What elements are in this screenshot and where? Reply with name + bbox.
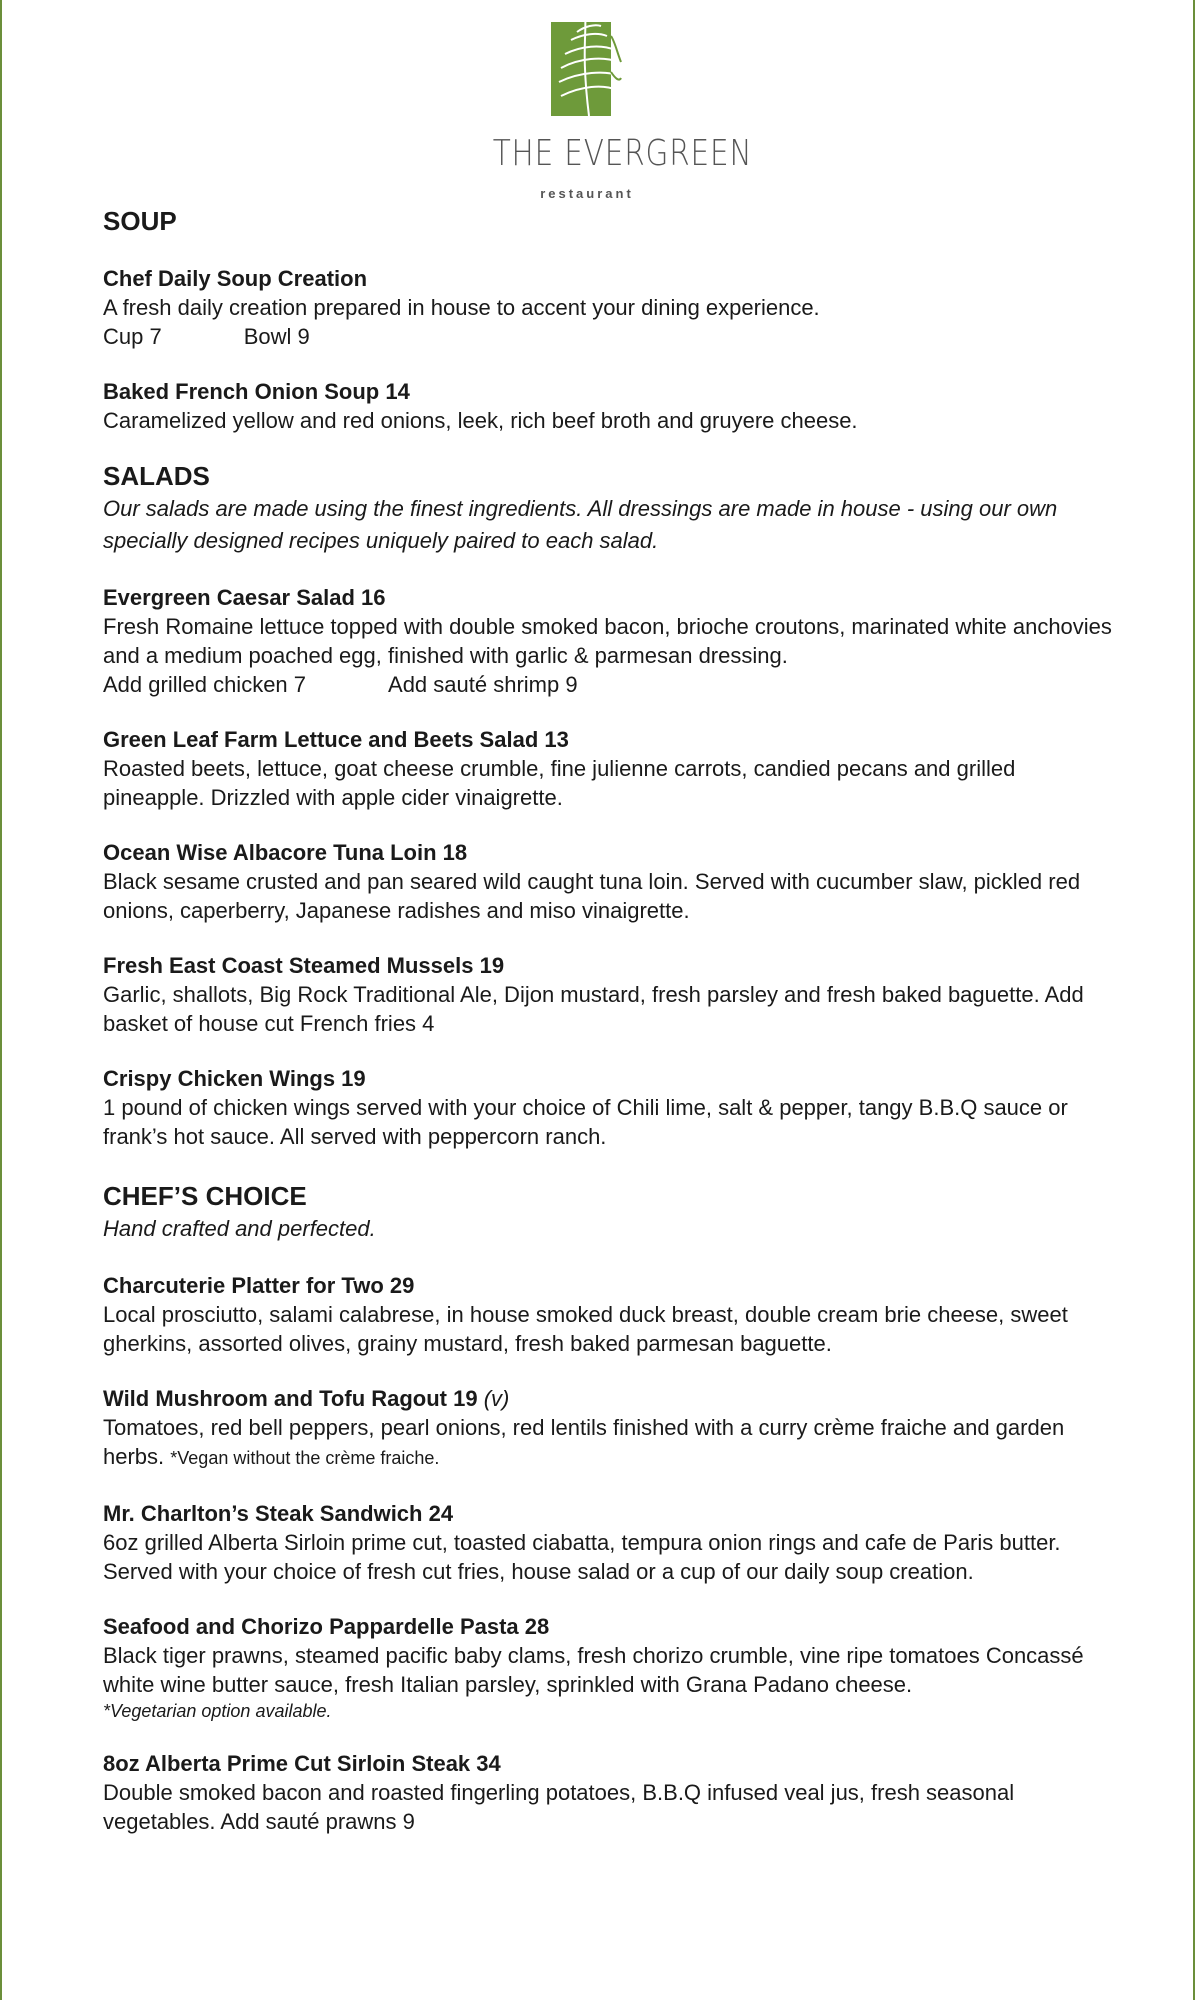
item-note: *Vegetarian option available.: [103, 1701, 332, 1721]
item-name: Evergreen Caesar Salad 16: [103, 585, 386, 610]
section-salads: [103, 459, 1113, 1151]
item-name: Chef Daily Soup Creation: [103, 266, 368, 291]
section-description: Hand crafted and perfected.: [103, 1216, 376, 1241]
item-description: 1 pound of chicken wings served with your choice of Chili lime, salt & pepper, tangy B.B.Q sauce or frank’s hot sauce. All served with peppercorn ranch.: [103, 1095, 1068, 1149]
item-note: *Vegan without the crème fraiche.: [170, 1448, 440, 1468]
menu-item: [103, 1499, 1113, 1586]
menu-item: [103, 1271, 1113, 1358]
menu-content: [103, 204, 1113, 1836]
item-name: Baked French Onion Soup 14: [103, 379, 410, 404]
item-options: [103, 670, 1113, 699]
menu-item: [103, 1749, 1113, 1836]
item-description: Black sesame crusted and pan seared wild caught tuna loin. Served with cucumber slaw, pickled red onions, caperberry, Japanese radishes and miso vinaigrette.: [103, 869, 1081, 923]
item-name-row: [103, 1384, 1113, 1413]
menu-item: [103, 377, 1113, 435]
item-option: Add sauté shrimp 9: [388, 672, 578, 697]
item-option: Add grilled chicken 7: [103, 672, 307, 697]
item-name: Green Leaf Farm Lettuce and Beets Salad 13: [103, 727, 569, 752]
item-description-row: [103, 1413, 1113, 1473]
evergreen-tree-icon: [551, 12, 623, 116]
item-description: Tomatoes, red bell peppers, pearl onions, red lentils finished with a curry crème fraiche and garden herbs.: [103, 1415, 1065, 1469]
section-soup: [103, 204, 1113, 435]
item-description: Roasted beets, lettuce, goat cheese crumble, fine julienne carrots, candied pecans and grilled pineapple. Drizzled with apple cider vinaigrette.: [103, 756, 1016, 810]
section-chefs-choice: [103, 1179, 1113, 1836]
item-description: A fresh daily creation prepared in house to accent your dining experience.: [103, 295, 820, 320]
menu-item: [103, 264, 1113, 351]
menu-item: [103, 725, 1113, 812]
vegetarian-tag: (v): [483, 1386, 510, 1411]
menu-item: [103, 1064, 1113, 1151]
item-name: Crispy Chicken Wings 19: [103, 1066, 366, 1091]
logo-subtitle: restaurant: [540, 186, 634, 201]
menu-item: [103, 838, 1113, 925]
menu-item: [103, 1384, 1113, 1473]
item-name: Charcuterie Platter for Two 29: [103, 1273, 415, 1298]
item-option: Bowl 9: [243, 324, 310, 349]
item-description: Fresh Romaine lettuce topped with double smoked bacon, brioche croutons, marinated white anchovies and a medium poached egg, finished with garlic & parmesan dressing.: [103, 614, 1112, 668]
item-name: Mr. Charlton’s Steak Sandwich 24: [103, 1501, 454, 1526]
item-description: Black tiger prawns, steamed pacific baby clams, fresh chorizo crumble, vine ripe tomatoes Concassé white wine butter sauce, fresh Italian parsley, sprinkled with Grana Padano cheese.: [103, 1643, 1084, 1697]
item-description: Double smoked bacon and roasted fingerling potatoes, B.B.Q infused veal jus, fresh seasonal vegetables. Add sauté prawns 9: [103, 1780, 1015, 1834]
item-description: Local prosciutto, salami calabrese, in house smoked duck breast, double cream brie cheese, sweet gherkins, assorted olives, grainy mustard, fresh baked parmesan baguette.: [103, 1302, 1068, 1356]
menu-item: [103, 951, 1113, 1038]
item-name: 8oz Alberta Prime Cut Sirloin Steak 34: [103, 1751, 501, 1776]
item-description: 6oz grilled Alberta Sirloin prime cut, toasted ciabatta, tempura onion rings and cafe de Paris butter. Served with your choice of fresh cut fries, house salad or a cup of our daily soup creation.: [103, 1530, 1061, 1584]
section-title: SOUP: [103, 206, 177, 236]
logo-name: THE EVERGREEN: [492, 133, 753, 174]
menu-item: [103, 1612, 1113, 1723]
item-name: Fresh East Coast Steamed Mussels 19: [103, 953, 505, 978]
item-description: Caramelized yellow and red onions, leek, rich beef broth and gruyere cheese.: [103, 408, 858, 433]
item-name: Wild Mushroom and Tofu Ragout 19: [103, 1386, 478, 1411]
item-options: [103, 322, 1113, 351]
item-name: Ocean Wise Albacore Tuna Loin 18: [103, 840, 468, 865]
section-title: SALADS: [103, 461, 210, 491]
item-description: Garlic, shallots, Big Rock Traditional Ale, Dijon mustard, fresh parsley and fresh baked baguette. Add basket of house cut French fries 4: [103, 982, 1084, 1036]
section-title: CHEF’S CHOICE: [103, 1181, 307, 1211]
item-option: Cup 7: [103, 324, 162, 349]
item-name: Seafood and Chorizo Pappardelle Pasta 28: [103, 1614, 550, 1639]
section-description: Our salads are made using the finest ingredients. All dressings are made in house - using our own specially designed recipes uniquely paired to each salad.: [103, 496, 1058, 553]
menu-item: [103, 583, 1113, 699]
restaurant-logo: [472, 6, 753, 206]
